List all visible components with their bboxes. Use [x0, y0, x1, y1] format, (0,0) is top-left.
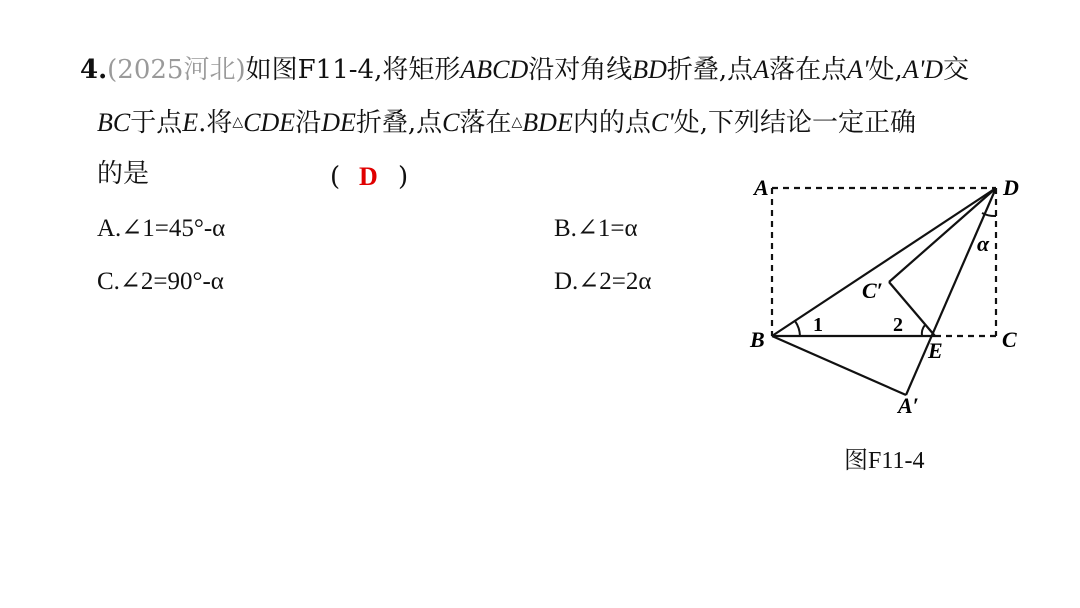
- diagonal-BD: [772, 188, 996, 336]
- text: 折叠,点: [666, 55, 754, 85]
- label-D: D: [1003, 175, 1019, 200]
- label-alpha: α: [977, 231, 990, 256]
- var: BDE: [522, 108, 573, 137]
- text: 处,下列结论一定正确: [673, 108, 917, 138]
- option-c: C.∠2=90°-α: [97, 268, 224, 295]
- var: A'D: [902, 55, 944, 84]
- label-C: C: [1002, 327, 1017, 352]
- figure-svg: [740, 170, 1040, 420]
- text: 沿: [295, 108, 322, 138]
- triangle-symbol: △: [232, 114, 244, 130]
- var: BC: [97, 108, 131, 137]
- segment-BA-prime: [772, 336, 906, 395]
- option-d: D.∠2=2α: [554, 268, 652, 295]
- geometry-figure: [740, 170, 1040, 424]
- answer-value: D: [359, 162, 378, 191]
- label-A-prime: A′: [898, 393, 919, 418]
- label-C-prime: C′: [862, 278, 883, 303]
- angle-1-arc: [795, 321, 800, 336]
- var: A: [753, 55, 770, 84]
- text: 落在: [459, 108, 512, 138]
- text: 于点: [130, 108, 183, 138]
- var: ABCD: [460, 55, 529, 84]
- label-E: E: [928, 338, 943, 363]
- option-b: B.∠1=α: [554, 215, 638, 242]
- var: BD: [632, 55, 667, 84]
- var: CDE: [243, 108, 296, 137]
- question-line-2: [97, 104, 916, 141]
- angle-2-arc: [922, 325, 925, 336]
- text: 如图F11-4,将矩形: [245, 55, 461, 85]
- var: C': [650, 108, 674, 137]
- text: .将: [198, 108, 233, 138]
- text: 内的点: [572, 108, 651, 138]
- label-angle-1: 1: [813, 314, 823, 336]
- question-line-1: [80, 52, 969, 88]
- var: C: [442, 108, 460, 137]
- answer-bracket-open: (: [330, 162, 341, 192]
- figure-caption: 图F11-4: [844, 448, 925, 474]
- option-a: A.∠1=45°-α: [97, 215, 226, 242]
- text: 沿对角线: [528, 55, 633, 85]
- question-source: (2025河北): [107, 55, 246, 85]
- label-angle-2: 2: [893, 314, 903, 336]
- text: 交: [943, 55, 970, 85]
- var: DE: [321, 108, 356, 137]
- label-A: A: [754, 175, 769, 200]
- triangle-symbol: △: [511, 114, 523, 130]
- question-line-3: [97, 156, 149, 192]
- label-B: B: [750, 327, 765, 352]
- text: 处,: [868, 55, 903, 85]
- question-number: 4.: [80, 55, 108, 85]
- answer-bracket-close: ): [398, 162, 409, 192]
- var: A': [847, 55, 869, 84]
- text: 的是: [97, 159, 150, 189]
- text: 落在点: [769, 55, 848, 85]
- var: E: [182, 108, 199, 137]
- text: 折叠,点: [355, 108, 443, 138]
